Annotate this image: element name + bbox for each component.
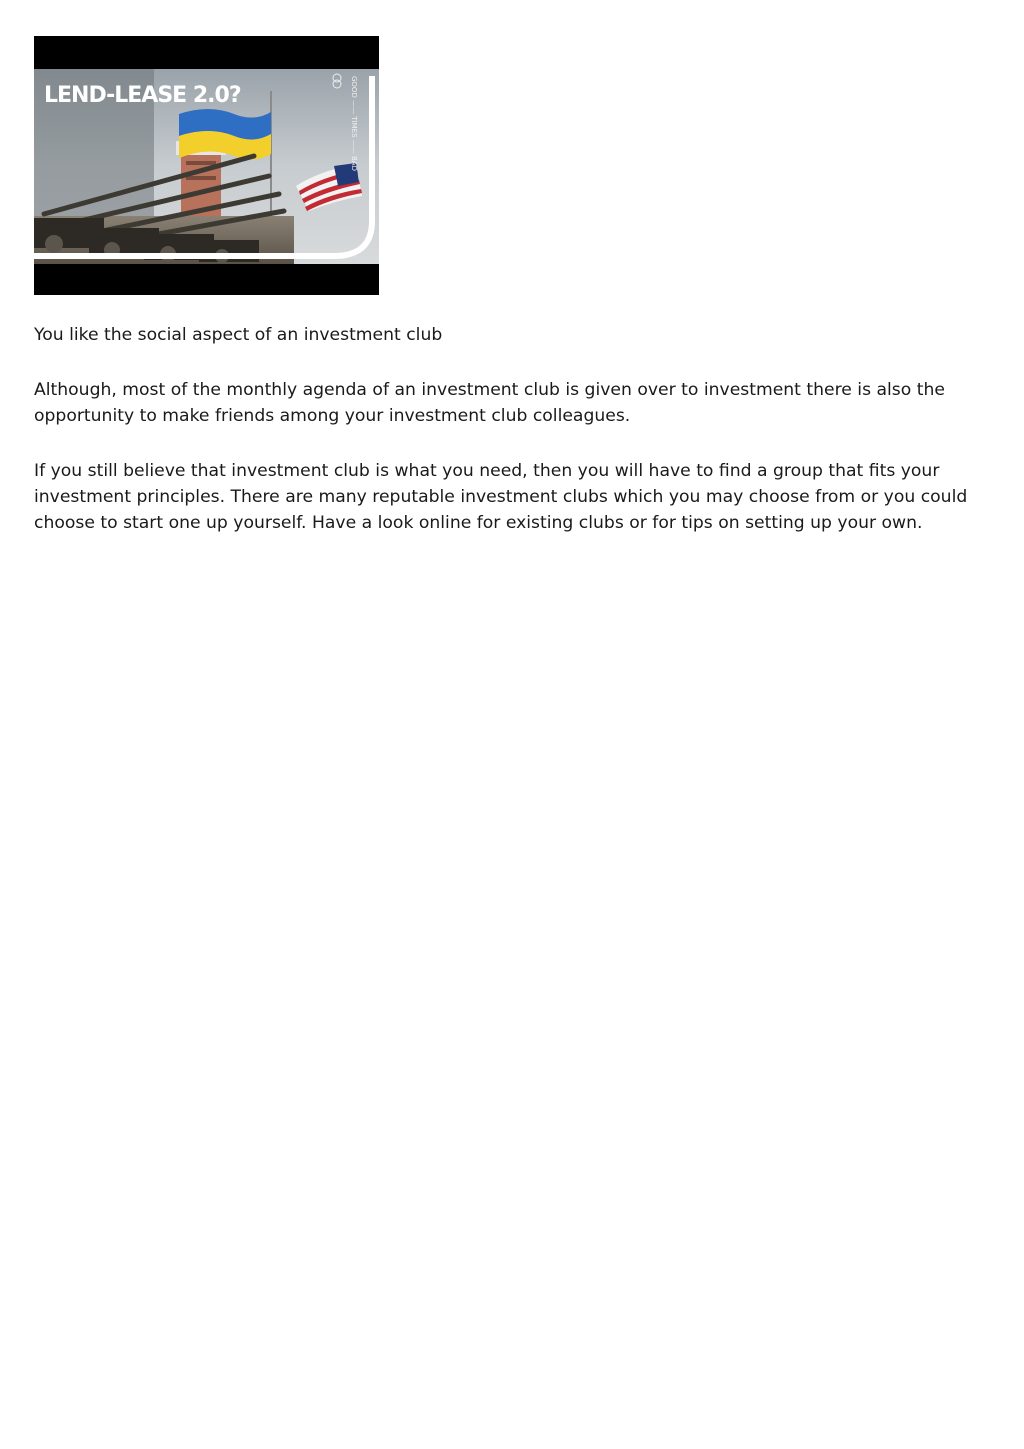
article-paragraph: If you still believe that investment club is what you need, then you will have to find a group that fits your investment principles. There are many reputable investment clubs which you may choose from or you could choose to start one up yourself. Have a look online for existing clubs or for tips on setting up your own. [34,461,968,533]
article-body [34,322,984,565]
article-heading: You like the social aspect of an investment club [34,325,443,345]
article-paragraph: Although, most of the monthly agenda of an investment club is given over to investment there is also the opportunity to make friends among your investment club colleagues. [34,380,945,426]
thumbnail-headline: LEND-LEASE 2.0? [44,83,241,108]
video-thumbnail[interactable] [34,36,379,295]
brand-vertical-text: GOOD —— TIMES —— BAD [350,76,358,171]
